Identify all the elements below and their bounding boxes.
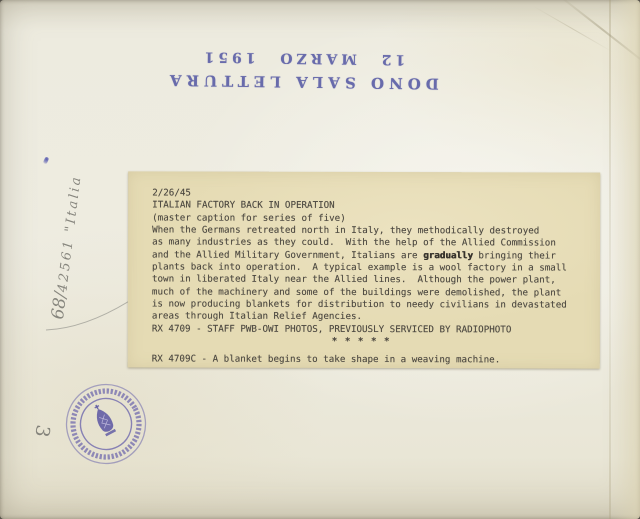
caption-body-line: town in liberated Italy near the Allied lines. Although the power plant, xyxy=(151,273,556,286)
caption-body-line: is now producing blankets for distribution to needy civilians in devastated xyxy=(151,298,567,311)
pencil-flourish: 68/ xyxy=(48,290,72,321)
round-library-stamp xyxy=(38,356,173,491)
typed-caption-label xyxy=(128,171,601,368)
stamp-center-emblem xyxy=(90,402,117,437)
caption-body-segment: and the Allied Military Government, Italians are xyxy=(152,249,424,261)
ink-speck xyxy=(43,156,50,164)
caption-body-line: areas through Italian Relief Agencies. xyxy=(151,310,363,323)
paper-edge-tint xyxy=(610,0,640,519)
caption-credit-line: RX 4709 - STAFF PWB-OWI PHOTOS, PREVIOUSLY SERVICED BY RADIOPHOTO xyxy=(151,323,512,336)
pencil-inventory-number: 42561 "Italia xyxy=(55,174,85,294)
caption-body-line: as many industries as they could. With the help of the Allied Commission xyxy=(152,236,556,249)
donation-stamp-text: DONO SALA LETTURA xyxy=(164,70,439,93)
caption-body-line: When the Germans retreated north in Italy, they methodically destroyed xyxy=(152,224,540,237)
caption-series-note: (master caption for series of five) xyxy=(152,212,346,224)
caption-body-line: plants back into operation. A typical example is a wool factory in a small xyxy=(151,261,567,274)
caption-body-line: much of the machinery and some of the buildings were demolished, the plant xyxy=(151,286,562,299)
caption-body-segment: bringing their xyxy=(472,250,556,262)
item-caption-line: RX 4709C - A blanket begins to take shape in a weaving machine. xyxy=(151,353,501,366)
donation-stamp-date: 12 MARZO 1951 xyxy=(200,48,406,68)
overstruck-word: gradually xyxy=(423,249,473,262)
asterisk-separator: * * * * * xyxy=(331,336,391,348)
caption-title: ITALIAN FACTORY BACK IN OPERATION xyxy=(152,199,335,212)
caption-date: 2/26/45 xyxy=(152,187,191,199)
corner-crease xyxy=(555,0,640,67)
pencil-corner-number: 3 xyxy=(30,423,54,439)
caption-body-line xyxy=(152,249,600,263)
vertical-crease xyxy=(609,0,611,519)
library-donation-stamp xyxy=(164,48,440,93)
